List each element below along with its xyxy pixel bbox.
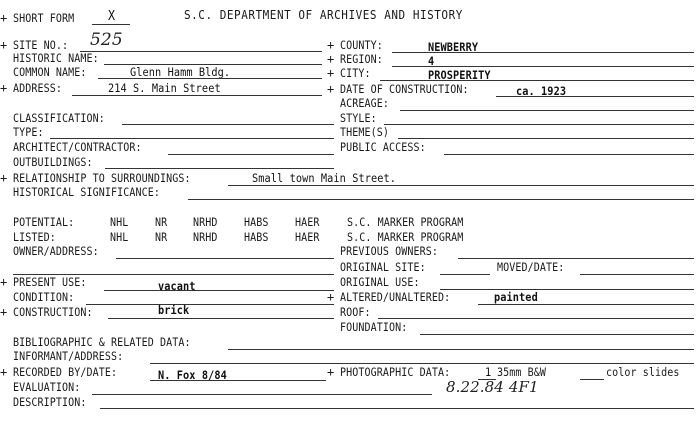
historical-significance-label: HISTORICAL SIGNIFICANCE:	[13, 185, 160, 199]
city-value: PROSPERITY	[428, 68, 491, 82]
date-of-construction-value: ca. 1923	[516, 84, 567, 98]
present-use-value: vacant	[158, 279, 196, 293]
condition-label: CONDITION:	[13, 290, 75, 304]
architect-label: ARCHITECT/CONTRACTOR:	[13, 140, 142, 154]
plus-mark: +	[327, 82, 335, 96]
address-label: ADDRESS:	[13, 81, 62, 95]
listed-label: LISTED:	[13, 230, 56, 244]
listed-habs: HABS	[244, 230, 269, 244]
photo-count-value: 1	[485, 365, 492, 379]
county-value: NEWBERRY	[428, 40, 479, 54]
bw-35mm-label: 35mm B&W	[497, 365, 546, 379]
previous-owners-label: PREVIOUS OWNERS:	[340, 244, 438, 258]
relationship-label: RELATIONSHIP TO SURROUNDINGS:	[13, 171, 191, 185]
plus-mark: +	[0, 275, 8, 289]
potential-sc-marker: S.C. MARKER PROGRAM	[347, 215, 464, 229]
site-no-value: 525	[90, 30, 123, 50]
roof-label: ROOF:	[340, 305, 371, 319]
public-access-label: PUBLIC ACCESS:	[340, 140, 426, 154]
plus-mark: +	[0, 305, 8, 319]
listed-nhl: NHL	[110, 230, 129, 244]
plus-mark: +	[0, 171, 8, 185]
outbuildings-label: OUTBUILDINGS:	[13, 155, 93, 169]
construction-label: CONSTRUCTION:	[13, 305, 93, 319]
plus-mark: +	[327, 38, 335, 52]
common-name-value: Glenn Hamm Bldg.	[130, 65, 231, 79]
color-slides-label: color slides	[606, 365, 680, 379]
plus-mark: +	[327, 66, 335, 80]
altered-label: ALTERED/UNALTERED:	[340, 290, 451, 304]
recorded-by-label: RECORDED BY/DATE:	[13, 365, 118, 379]
date-of-construction-label: DATE OF CONSTRUCTION:	[340, 82, 469, 96]
county-label: COUNTY:	[340, 38, 383, 52]
photo-date-note: 8.22.84 4F1	[446, 378, 539, 396]
address-value: 214 S. Main Street	[108, 81, 221, 95]
recorded-by-value: N. Fox 8/84	[158, 368, 227, 382]
description-label: DESCRIPTION:	[13, 395, 87, 409]
listed-sc-marker: S.C. MARKER PROGRAM	[347, 230, 464, 244]
plus-mark: +	[327, 365, 335, 379]
agency-title: S.C. DEPARTMENT OF ARCHIVES AND HISTORY	[184, 7, 463, 22]
plus-mark: +	[0, 11, 8, 25]
region-value: 4	[428, 54, 435, 68]
short-form-label: SHORT FORM	[13, 11, 75, 25]
listed-nrhd: NRHD	[193, 230, 218, 244]
original-use-label: ORIGINAL USE:	[340, 275, 420, 289]
plus-mark: +	[327, 52, 335, 66]
city-label: CITY:	[340, 66, 371, 80]
type-label: TYPE:	[13, 125, 44, 139]
style-label: STYLE:	[340, 111, 377, 125]
potential-label: POTENTIAL:	[13, 215, 75, 229]
construction-value: brick	[158, 303, 190, 317]
altered-value: painted	[494, 290, 538, 304]
common-name-label: COMMON NAME:	[13, 65, 87, 79]
present-use-label: PRESENT USE:	[13, 275, 87, 289]
plus-mark: +	[0, 365, 8, 379]
site-no-label: SITE NO.:	[13, 38, 69, 52]
plus-mark: +	[0, 38, 8, 52]
plus-mark: +	[327, 290, 335, 304]
region-label: REGION:	[340, 52, 383, 66]
moved-date-label: MOVED/DATE:	[497, 260, 565, 274]
potential-nrhd: NRHD	[193, 215, 218, 229]
evaluation-label: EVALUATION:	[13, 380, 81, 394]
potential-haer: HAER	[295, 215, 320, 229]
foundation-label: FOUNDATION:	[340, 320, 408, 334]
potential-habs: HABS	[244, 215, 269, 229]
original-site-label: ORIGINAL SITE:	[340, 260, 426, 274]
acreage-label: ACREAGE:	[340, 96, 389, 110]
classification-label: CLASSIFICATION:	[13, 111, 105, 125]
themes-label: THEME(S)	[340, 125, 389, 139]
listed-haer: HAER	[295, 230, 320, 244]
plus-mark: +	[0, 81, 8, 95]
relationship-value: Small town Main Street.	[252, 171, 397, 185]
historic-name-label: HISTORIC NAME:	[13, 51, 99, 65]
potential-nhl: NHL	[110, 215, 129, 229]
photographic-data-label: PHOTOGRAPHIC DATA:	[340, 365, 451, 379]
short-form-value: X	[108, 9, 116, 24]
informant-label: INFORMANT/ADDRESS:	[13, 349, 124, 363]
potential-nr: NR	[155, 215, 168, 229]
bibliographic-label: BIBLIOGRAPHIC & RELATED DATA:	[13, 335, 191, 349]
owner-address-label: OWNER/ADDRESS:	[13, 244, 99, 258]
listed-nr: NR	[155, 230, 168, 244]
